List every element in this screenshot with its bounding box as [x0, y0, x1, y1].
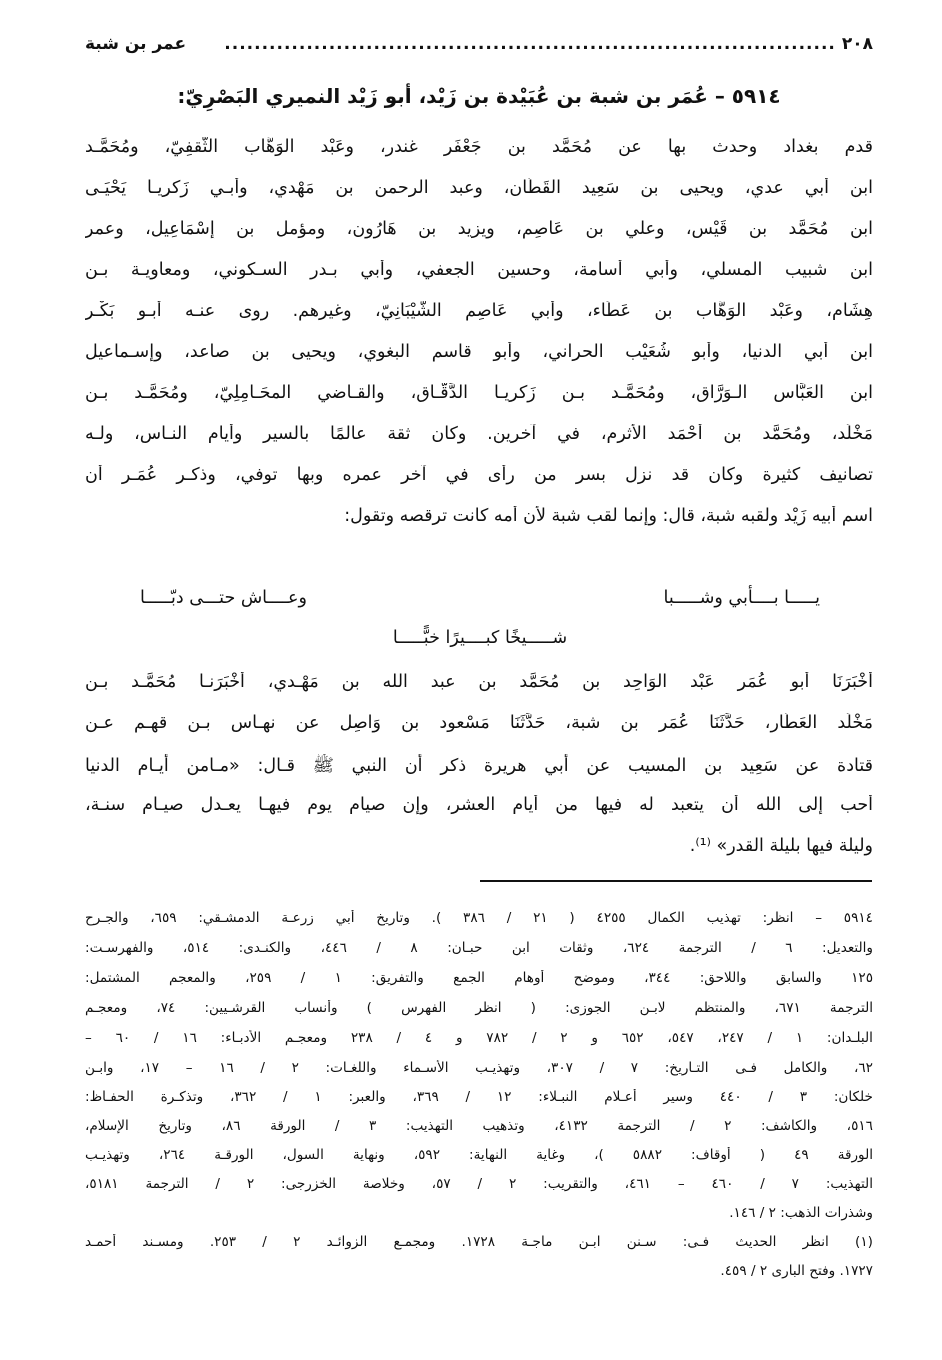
- footnote-line: ١٢٥ والسابق واللاحق: ٣٤٤، وموضح أوهام الجمع والتفريق: ١ / ٢٥٩، والمعجم المشتمل:: [85, 970, 873, 986]
- footnote-line: التهذيب: ٧ / ٤٦٠ – ٤٦١، والتقريب: ٢ / ٥٧، وخلاصة الخزرجى: ٢ / الترجمة ٥١٨١،: [85, 1176, 873, 1192]
- text-line: ابن العَبَّاس الـوَرَّاق، ومُحَمَّـد بـن زَكريـا الدَّقَّـاق، والقـاضي المحَـامِلِيّ، ومُحَمَّـد بـن: [85, 383, 873, 403]
- footnote-line: ٥١٦، والكاشف: ٢ / الترجمة ٤١٣٢، وتذهيب التهذيب: ٣ / الورقة ٨٦، وتاريخ الإسلام،: [85, 1118, 873, 1134]
- text-line: اسم أبيه زَيْد ولقبه شبة، قال: وإنما لقب شبة لأن أمه كانت ترقصه وتقول:: [344, 506, 873, 526]
- footnote-line: وشذرات الذهب: ٢ / ١٤٦.: [729, 1205, 873, 1221]
- footnote-separator: [480, 880, 872, 882]
- poem-line-2: شـــــيخًا كبــــيرًا خبًّـــــا: [392, 628, 568, 648]
- footnote-line: والتعديل: ٦ / الترجمة ٦٢٤، وثقات ابن حبـان: ٨ / ٤٤٦، والكنـدى: ٥١٤، والفهرسـت:: [85, 940, 873, 956]
- footnote-line: الترجمة ٦٧١، والمنتظم لابـن الجوزى: ( انظر الفهرس ) وأنساب القرشـيين: ٧٤، ومعجـم: [85, 1000, 873, 1016]
- leader-dots: ..................................................................................: [224, 34, 836, 54]
- footnote-line: ٦٢، والكامل فـى التـاريخ: ٧ / ٣٠٧، وتهذيـب الأسـماء واللغـات: ٢ / ١٦ – ١٧، وابـن: [85, 1060, 873, 1076]
- text-line: قتادة عن سَعِيد بن المسيب عن أبي هريرة ذكر أن النبي ﷺ قـال: «مـامن أيـام الدنيا: [85, 756, 873, 776]
- text-line: تصانيف كثيرة وكان قد نزل بسر من رأى في آخر عمره وبها توفي، وذكـر عُمَـر أن: [85, 465, 873, 485]
- poem-hemistich-right: يـــــا بــــأبي وشـــــبا: [663, 588, 820, 608]
- footnote-line: البلـدان: ١ / ٢٤٧، ٥٤٧، ٦٥٢ و ٢ / ٧٨٢ و ٤ / ٢٣٨ ومعجـم الأدبـاء: ١٦ / ٦٠ –: [85, 1030, 873, 1046]
- footnote-line: ١٧٢٧. وفتح البارى ٢ / ٤٥٩.: [720, 1263, 873, 1279]
- text-line: أَخْبَرَنَا أبو عُمَر عَبْد الوَاحِد بن مُحَمَّد بن عبد الله بن مَهْـدي، أَخْبَرَنـا مُحَمَّـد بـن: [85, 672, 873, 692]
- poem-hemistich-left: وعــــاش حتـــى دبّـــــا: [140, 588, 307, 608]
- footnote-line: (١) انظر الحديث فـى: سـنن ابـن ماجـة ١٧٢٨. ومجمـع الزوائـد ٢ / ٢٥٣. ومسـند أحمـد: [85, 1234, 873, 1250]
- text-line: مَخْلَد العَطَّار، حَدَّثَنَا عُمَر بن شبة، حَدَّثَنَا مَسْعود بن وَاصِل عن نهـاس بـن قهـم عـن: [85, 713, 873, 733]
- text-line: قدم بغداد وحدث بها عن مُحَمَّد بن جَعْفَر غندر، وعَبْد الوَهَّاب الثَّقفِيّ، ومُحَمَّـد: [85, 137, 873, 157]
- footnote-line: خلكان: ٣ / ٤٤٠ وسير أعـلام النبـلاء: ١٢ / ٣٦٩، والعبر: ١ / ٣٦٢، وتذكـرة الحفـاظ:: [85, 1089, 873, 1105]
- text-line: ابن أبي الدنيا، وأبو شُعَيْب الحراني، وأبو قاسم البغوي، ويحيى بن صاعد، وإسـماعيل: [85, 342, 873, 362]
- page-number: ٢٠٨: [841, 34, 873, 54]
- footnote-line: ٥٩١٤ – انظر: تهذيب الكمال ٤٢٥٥ ( ٢١ / ٣٨٦ ). وتاريخ أبي زرعـة الدمشـقي: ٦٥٩، والجـرح: [85, 910, 873, 926]
- text-line: ابن أبي عدي، ويحيى بن سَعِيد القَطَّان، وعبد الرحمن بن مَهْدي، وأبـي زَكريـا يَحْيَـى: [85, 178, 873, 198]
- running-header: [85, 34, 873, 54]
- text-line: ابن مُحَمَّد بن قَيْس، وعلي بن عَاصِم، ويزيد بن هَارُون، ومؤمل بن إِسْمَاعِيل، وعمر: [85, 219, 873, 239]
- text-line: مَخْلَد، ومُحَمَّد بن أَحْمَد الأثرم، في آخرين. وكان ثقة عالمًا بالسير وأيام النـاس، ولـه: [85, 424, 873, 444]
- text-line: أحب إلى الله أن يتعبد له فيها من أيام العشر، وإن صيام يوم فيهـا يعـدل صيـام سنـة،: [85, 795, 873, 815]
- text-line: هِشَام، وعَبْد الوَهَّاب بن عَطَاء، وأبي عَاصِم الشَّيْبَانِيّ، وغيرهم. روى عنـه أَبـو بَكْـر: [85, 301, 873, 321]
- running-title: عمر بن شبة: [85, 34, 187, 54]
- entry-title: ٥٩١٤ – عُمَر بن شبة بن عُبَيْدة بن زَيْد، أبو زَيْد النميري البَصْرِيّ:: [177, 84, 781, 108]
- text-line: وليلة فيها بليلة القدر» ⁽¹⁾.: [689, 836, 873, 856]
- footnote-line: الورقة ٤٩ ( أوقاف: ٥٨٨٢ )، وغاية النهاية: ٥٩٢، ونهاية السول، الورقـة ٢٦٤، وتهذيـب: [85, 1147, 873, 1163]
- text-line: ابن شبيب المسلي، وأبي أسامة، وحسين الجعفي، وأبي بـدر السـكوني، ومعاويـة بـن: [85, 260, 873, 280]
